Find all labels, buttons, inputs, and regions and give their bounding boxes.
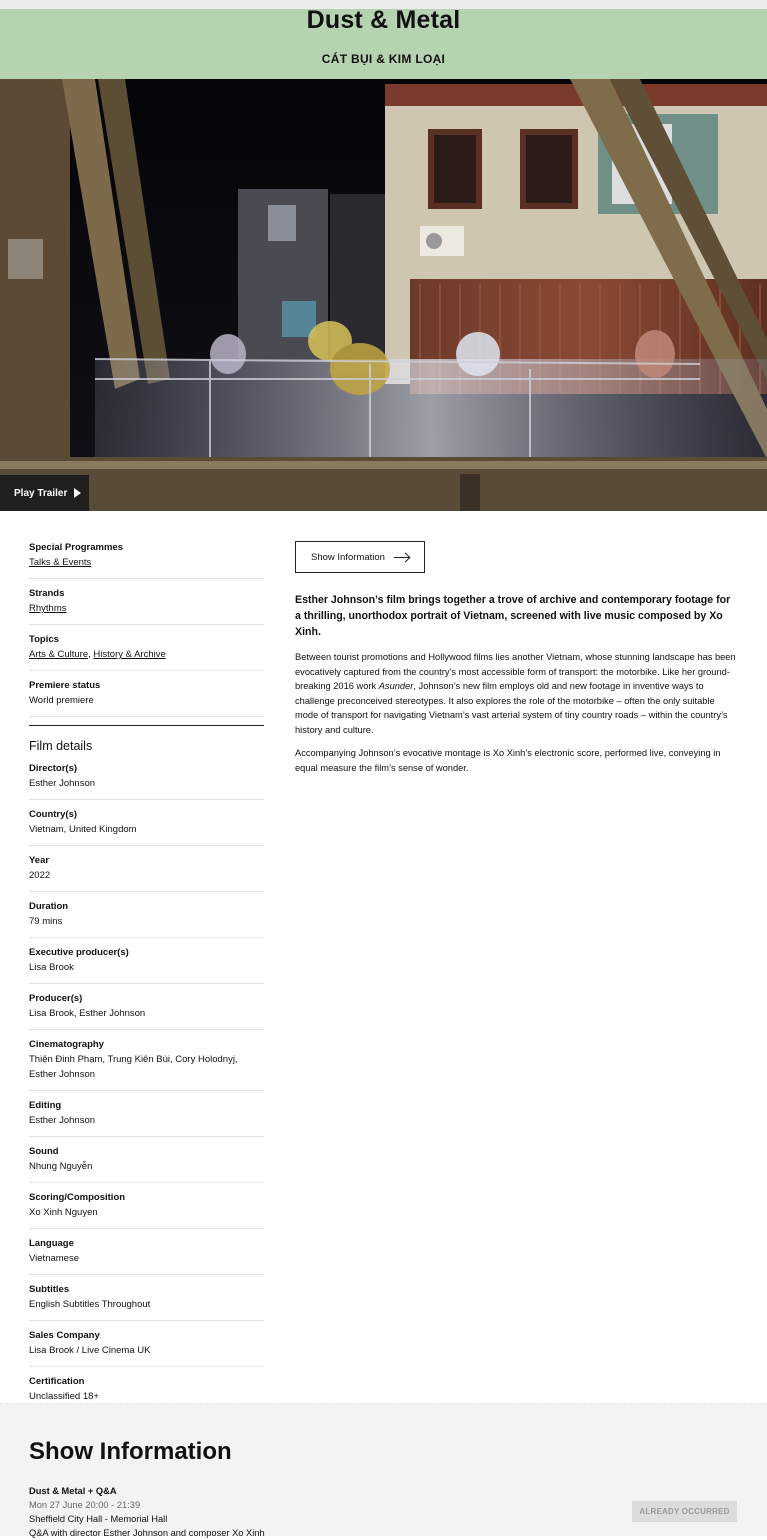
special-programmes-label: Special Programmes <box>29 542 123 553</box>
screening-note: Q&A with director Esther Johnson and composer Xo Xinh <box>29 1528 265 1538</box>
film-metadata-column <box>29 541 264 1420</box>
film-detail-item <box>29 1237 264 1275</box>
premiere-status-label: Premiere status <box>29 680 101 691</box>
film-detail-value: Lisa Brook, Esther Johnson <box>29 1008 146 1019</box>
para1-text-before: Between tourist promotions and Hollywood films lies another Vietnam, whose stunning landscape has been evocatively captured from the country’s most accessible form of transport: the motorbike. Like her ground-breaking 2016 work <box>295 652 736 691</box>
film-title: Dust & Metal <box>306 6 461 34</box>
topics-separator: , <box>88 649 94 660</box>
film-detail-item <box>29 1145 264 1183</box>
topics <box>29 633 264 671</box>
film-detail-label: Sales Company <box>29 1330 100 1341</box>
hero-image <box>0 79 767 511</box>
film-detail-label: Director(s) <box>29 763 78 774</box>
special-programmes-link[interactable]: Talks & Events <box>29 557 92 568</box>
film-detail-item <box>29 762 264 800</box>
film-detail-item <box>29 1099 264 1137</box>
film-header <box>0 6 767 79</box>
topic-link-history-archive[interactable]: History & Archive <box>93 649 166 660</box>
special-programmes <box>29 541 264 579</box>
film-detail-label: Duration <box>29 901 69 912</box>
strands-link[interactable]: Rhythms <box>29 603 67 614</box>
film-detail-label: Cinematography <box>29 1039 104 1050</box>
premiere-status <box>29 679 264 717</box>
film-detail-label: Executive producer(s) <box>29 947 129 958</box>
film-description-column <box>295 541 738 784</box>
show-information-button[interactable] <box>295 541 425 573</box>
screening-venue: Sheffield City Hall - Memorial Hall <box>29 1514 168 1524</box>
film-detail-value: Lisa Brook / Live Cinema UK <box>29 1345 151 1356</box>
screening-name: Dust & Metal + Q&A <box>29 1486 117 1496</box>
film-detail-item <box>29 992 264 1030</box>
film-description-paragraph-2: Accompanying Johnson’s evocative montage is Xo Xinh’s electronic score, performed live, conveying in equal measure the film’s sense of wonder. <box>295 748 721 773</box>
film-detail-item <box>29 1329 264 1367</box>
film-detail-value: Lisa Brook <box>29 962 74 973</box>
play-trailer-button[interactable] <box>0 475 89 511</box>
film-detail-label: Subtitles <box>29 1284 70 1295</box>
film-detail-item <box>29 1191 264 1229</box>
para1-film-title: Asunder <box>378 681 414 691</box>
film-detail-value: Esther Johnson <box>29 778 96 789</box>
topics-label: Topics <box>29 634 59 645</box>
show-information-label: Show Information <box>311 551 385 563</box>
film-detail-value: Xo Xinh Nguyen <box>29 1207 98 1218</box>
film-detail-item <box>29 1038 264 1091</box>
show-information-section <box>0 1403 767 1536</box>
film-original-title: CÁT BỤI & KIM LOẠI <box>321 52 446 66</box>
film-detail-label: Scoring/Composition <box>29 1192 126 1203</box>
film-detail-label: Editing <box>29 1100 62 1111</box>
film-details-heading: Film details <box>29 739 93 753</box>
film-detail-item <box>29 808 264 846</box>
screening-item <box>29 1484 429 1540</box>
film-detail-label: Country(s) <box>29 809 78 820</box>
film-detail-item <box>29 946 264 984</box>
film-detail-label: Certification <box>29 1376 85 1387</box>
play-icon <box>74 488 81 498</box>
film-detail-value: Esther Johnson <box>29 1115 96 1126</box>
film-detail-value: Nhung Nguyễn <box>29 1161 93 1172</box>
film-detail-label: Sound <box>29 1146 59 1157</box>
film-lead-text: Esther Johnson’s film brings together a trove of archive and contemporary footage for a thrilling, unorthodox portrait of Vietnam, screened with live music composed by Xo Xinh. <box>295 594 731 638</box>
screening-time: Mon 27 June 20:00 - 21:39 <box>29 1500 141 1510</box>
strands-label: Strands <box>29 588 65 599</box>
film-detail-value: Vietnamese <box>29 1253 79 1264</box>
film-detail-value: English Subtitles Throughout <box>29 1299 151 1310</box>
film-description-paragraph-1 <box>295 650 738 737</box>
film-detail-item <box>29 1283 264 1321</box>
film-detail-label: Producer(s) <box>29 993 83 1004</box>
topic-link-arts-culture[interactable]: Arts & Culture <box>29 649 89 660</box>
film-detail-item <box>29 900 264 938</box>
film-details-list <box>29 762 264 1412</box>
film-detail-value: 2022 <box>29 870 51 881</box>
film-detail-value: 79 mins <box>29 916 63 927</box>
film-detail-label: Language <box>29 1238 74 1249</box>
section-divider <box>29 725 264 726</box>
film-detail-value: Thiện Đinh Phạm, Trung Kiên Bùi, Cory Holodnyj, Esther Johnson <box>29 1054 238 1080</box>
premiere-status-value: World premiere <box>29 695 94 706</box>
hero-photo-motorbikes-bridge <box>0 79 767 511</box>
para1-text-after: , Johnson’s new film employs old and new footage in inventive ways to challenge preconceived stereotypes. It also explores the role of the motorbike – often the only suitable mode of transport for navigating Vietnam’s vast arterial system of tiny country roads – within the country’s history and culture. <box>295 681 728 735</box>
already-occurred-badge: ALREADY OCCURRED <box>632 1501 737 1522</box>
show-information-heading: Show Information <box>29 1438 232 1465</box>
arrow-right-icon <box>394 557 409 558</box>
play-trailer-label: Play Trailer <box>14 487 68 499</box>
film-detail-item <box>29 854 264 892</box>
film-detail-value: Vietnam, United Kingdom <box>29 824 137 835</box>
film-detail-value: Unclassified 18+ <box>29 1391 99 1402</box>
strands <box>29 587 264 625</box>
film-detail-label: Year <box>29 855 50 866</box>
